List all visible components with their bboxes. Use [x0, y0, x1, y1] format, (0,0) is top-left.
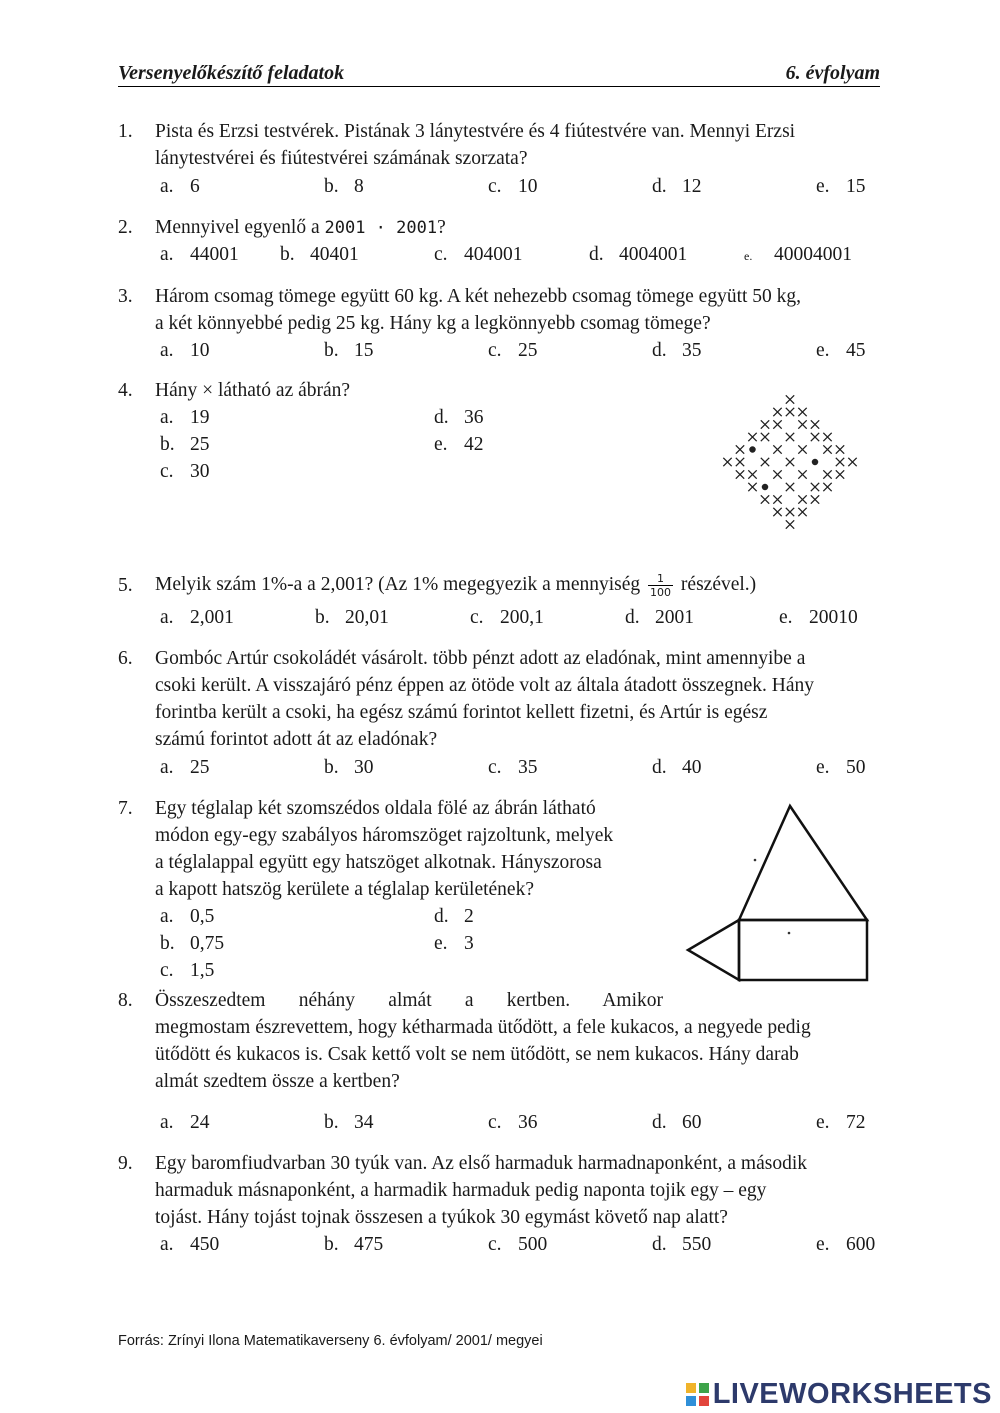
cross-mark: [823, 470, 831, 478]
answer-option-e[interactable]: e. 20010: [779, 607, 858, 628]
cross-mark: [786, 520, 794, 528]
cross-mark: [761, 458, 769, 466]
dot-mark: [762, 484, 767, 489]
answer-option-c[interactable]: c. 500: [488, 1234, 548, 1255]
answer-option-c[interactable]: c. 25: [488, 340, 538, 361]
answer-option-a[interactable]: a. 44001: [160, 244, 239, 265]
math-expression: 2001 · 2001: [324, 218, 438, 238]
answer-option-d[interactable]: d. 60: [652, 1112, 702, 1133]
answer-option-d[interactable]: d. 550: [652, 1234, 712, 1255]
question-text-line: számú forintot adott át az eladónak?: [155, 729, 438, 750]
question-text-line: Összeszedtem néhány almát a kertben. Amikor: [155, 990, 663, 1011]
stray-dot: [754, 859, 757, 862]
answer-option-c[interactable]: c. 404001: [434, 244, 523, 265]
answer-option-e[interactable]: e. 600: [816, 1234, 876, 1255]
answer-option-b[interactable]: b. 8: [324, 176, 364, 197]
question-text-line: a kapott hatszög kerülete a téglalap kerületének?: [155, 879, 534, 900]
question-text-line: lánytestvérei és fiútestvérei számának szorzata?: [155, 148, 528, 169]
answer-option-c[interactable]: c. 30: [160, 461, 210, 482]
question-text-line: Egy baromfiudvarban 30 tyúk van. Az első harmaduk harmadnaponként, a második: [155, 1153, 807, 1174]
question-number: 8.: [118, 990, 133, 1011]
question-number: 3.: [118, 286, 133, 307]
cross-mark: [736, 458, 744, 466]
cross-mark: [761, 495, 769, 503]
question-text-line: Mennyivel egyenlő a 2001 · 2001?: [155, 217, 446, 238]
question-number: 9.: [118, 1153, 133, 1174]
cross-mark: [798, 495, 806, 503]
cross-mark: [823, 483, 831, 491]
cross-mark: [798, 408, 806, 416]
cross-mark: [748, 483, 756, 491]
cross-mark: [798, 445, 806, 453]
cross-mark: [773, 420, 781, 428]
answer-option-a[interactable]: a. 19: [160, 407, 210, 428]
question-text-line: almát szedtem össze a kertben?: [155, 1071, 400, 1092]
cross-mark: [798, 508, 806, 516]
question-text-line: csoki került. A visszajáró pénz éppen az ötöde volt az általa átadott összegnek. Hány: [155, 675, 814, 696]
cross-mark: [748, 433, 756, 441]
question-text-line: a két könnyebbé pedig 25 kg. Hány kg a legkönnyebb csomag tömege?: [155, 313, 711, 334]
cross-mark: [773, 495, 781, 503]
cross-mark: [811, 433, 819, 441]
cross-mark: [773, 470, 781, 478]
question-text-line: Három csomag tömege együtt 60 kg. A két nehezebb csomag tömege együtt 50 kg,: [155, 286, 802, 307]
answer-option-b[interactable]: b. 25: [160, 434, 210, 455]
cross-diamond-figure: [715, 388, 865, 536]
answer-option-b[interactable]: b. 0,75: [160, 933, 225, 954]
question-number: 6.: [118, 648, 133, 669]
question-number: 2.: [118, 217, 133, 238]
answer-option-d[interactable]: d. 4004001: [589, 244, 688, 265]
brand-text: LIVEWORKSHEETS: [712, 1378, 992, 1410]
cross-mark: [786, 483, 794, 491]
question-number: 7.: [118, 798, 133, 819]
question-text-line: Egy téglalap két szomszédos oldala fölé az ábrán látható: [155, 798, 596, 819]
left-triangle-shape: [688, 920, 739, 980]
question-number: 5.: [118, 575, 133, 596]
cross-mark: [736, 445, 744, 453]
answer-option-b[interactable]: b. 34: [324, 1112, 374, 1133]
cross-mark: [811, 483, 819, 491]
question-text-line: harmaduk másnaponként, a harmadik harmaduk pedig naponta tojik egy – egy: [155, 1180, 767, 1201]
answer-option-e[interactable]: e. 72: [816, 1112, 866, 1133]
cross-mark: [836, 470, 844, 478]
answer-option-e[interactable]: e. 42: [434, 434, 484, 455]
dot-mark: [750, 447, 755, 452]
cross-mark: [798, 470, 806, 478]
answer-option-b[interactable]: b. 15: [324, 340, 374, 361]
cross-mark: [773, 508, 781, 516]
cross-mark: [848, 458, 856, 466]
question-text-line: megmostam észrevettem, hogy kétharmada ütődött, a fele kukacos, a negyede pedig: [155, 1017, 811, 1038]
page-header: [118, 60, 880, 87]
question-text-line: Hány × látható az ábrán?: [155, 380, 351, 401]
cross-mark: [761, 420, 769, 428]
header-grade: 6. évfolyam: [785, 62, 880, 84]
liveworksheets-brand[interactable]: [686, 1378, 992, 1411]
cross-mark: [823, 433, 831, 441]
answer-option-e[interactable]: e. 3: [434, 933, 474, 954]
worksheet-logo-icon: [686, 1383, 710, 1407]
question-text-line: Gombóc Artúr csokoládét vásárolt. több pénzt adott az eladónak, mint amennyibe a: [155, 648, 806, 669]
answer-option-a[interactable]: a. 0,5: [160, 906, 215, 927]
question-text-line: Pista és Erzsi testvérek. Pistának 3 lánytestvére és 4 fiútestvére van. Mennyi Erzsi: [155, 121, 796, 142]
answer-option-e[interactable]: e. 45: [816, 340, 866, 361]
cross-mark: [786, 433, 794, 441]
fraction: $\frac{1}{100}$: [650, 572, 672, 600]
cross-mark: [748, 470, 756, 478]
answer-option-a[interactable]: a. 24: [160, 1112, 210, 1133]
answer-option-a[interactable]: a. 450: [160, 1234, 220, 1255]
answer-option-c[interactable]: c. 10: [488, 176, 538, 197]
answer-option-d[interactable]: d. 2: [434, 906, 474, 927]
answer-option-b[interactable]: b. 40401: [280, 244, 359, 265]
answer-option-b[interactable]: b. 20,01: [315, 607, 389, 628]
dot-mark: [812, 459, 817, 464]
question-text-line: tojást. Hány tojást tojnak összesen a tyúkok 30 egymást követő nap alatt?: [155, 1207, 728, 1228]
cross-mark: [786, 408, 794, 416]
cross-mark: [836, 445, 844, 453]
answer-option-c[interactable]: c. 35: [488, 757, 538, 778]
answer-option-a[interactable]: a. 6: [160, 176, 200, 197]
answer-option-c[interactable]: c. 1,5: [160, 960, 215, 981]
question-text-line: forintba került a csoki, ha egész számú forintot kellett fizetni, és Artúr is egész: [155, 702, 768, 723]
top-triangle-shape: [739, 806, 867, 920]
answer-option-c[interactable]: c. 200,1: [470, 607, 544, 628]
answer-option-d[interactable]: d. 40: [652, 757, 702, 778]
cross-mark: [811, 420, 819, 428]
cross-mark: [798, 420, 806, 428]
question-text-line: Melyik szám 1%-a a 2,001? (Az 1% megegyezik a mennyiség $\frac{1}{100}$ részével.): [155, 572, 757, 600]
answer-option-e[interactable]: e. 15: [816, 176, 866, 197]
answer-option-d[interactable]: d. 12: [652, 176, 702, 197]
answer-option-e[interactable]: e. 50: [816, 757, 866, 778]
cross-mark: [823, 445, 831, 453]
answer-option-a[interactable]: a. 10: [160, 340, 210, 361]
cross-mark: [786, 458, 794, 466]
cross-mark: [786, 395, 794, 403]
rectangle-shape: [739, 920, 867, 980]
answer-option-e[interactable]: e. 40004001: [744, 244, 852, 265]
question-text-line: módon egy-egy szabályos háromszöget rajzoltunk, melyek: [155, 825, 614, 846]
answer-option-d[interactable]: d. 2001: [625, 607, 694, 628]
header-title: Versenyelőkészítő feladatok: [118, 62, 345, 84]
cross-mark: [761, 433, 769, 441]
cross-mark: [811, 495, 819, 503]
answer-option-a[interactable]: a. 25: [160, 757, 210, 778]
cross-mark: [736, 470, 744, 478]
cross-mark: [836, 458, 844, 466]
hexagon-figure: [680, 800, 880, 985]
question-text-line: ütődött és kukacos is. Csak kettő volt se nem ütődött, se nem kukacos. Hány darab: [155, 1044, 799, 1065]
answer-option-a[interactable]: a. 2,001: [160, 607, 234, 628]
cross-mark: [773, 408, 781, 416]
cross-mark: [773, 445, 781, 453]
stray-dot: [788, 932, 791, 935]
question-number: 4.: [118, 380, 133, 401]
answer-option-d[interactable]: d. 36: [434, 407, 484, 428]
answer-option-b[interactable]: b. 30: [324, 757, 374, 778]
answer-option-b[interactable]: b. 475: [324, 1234, 384, 1255]
question-text-line: a téglalappal együtt egy hatszöget alkotnak. Hányszorosa: [155, 852, 602, 873]
cross-mark: [723, 458, 731, 466]
source-note: Forrás: Zrínyi Ilona Matematikaverseny 6. évfolyam/ 2001/ megyei: [118, 1333, 543, 1349]
question-number: 1.: [118, 121, 133, 142]
answer-option-c[interactable]: c. 36: [488, 1112, 538, 1133]
answer-option-d[interactable]: d. 35: [652, 340, 702, 361]
cross-mark: [786, 508, 794, 516]
